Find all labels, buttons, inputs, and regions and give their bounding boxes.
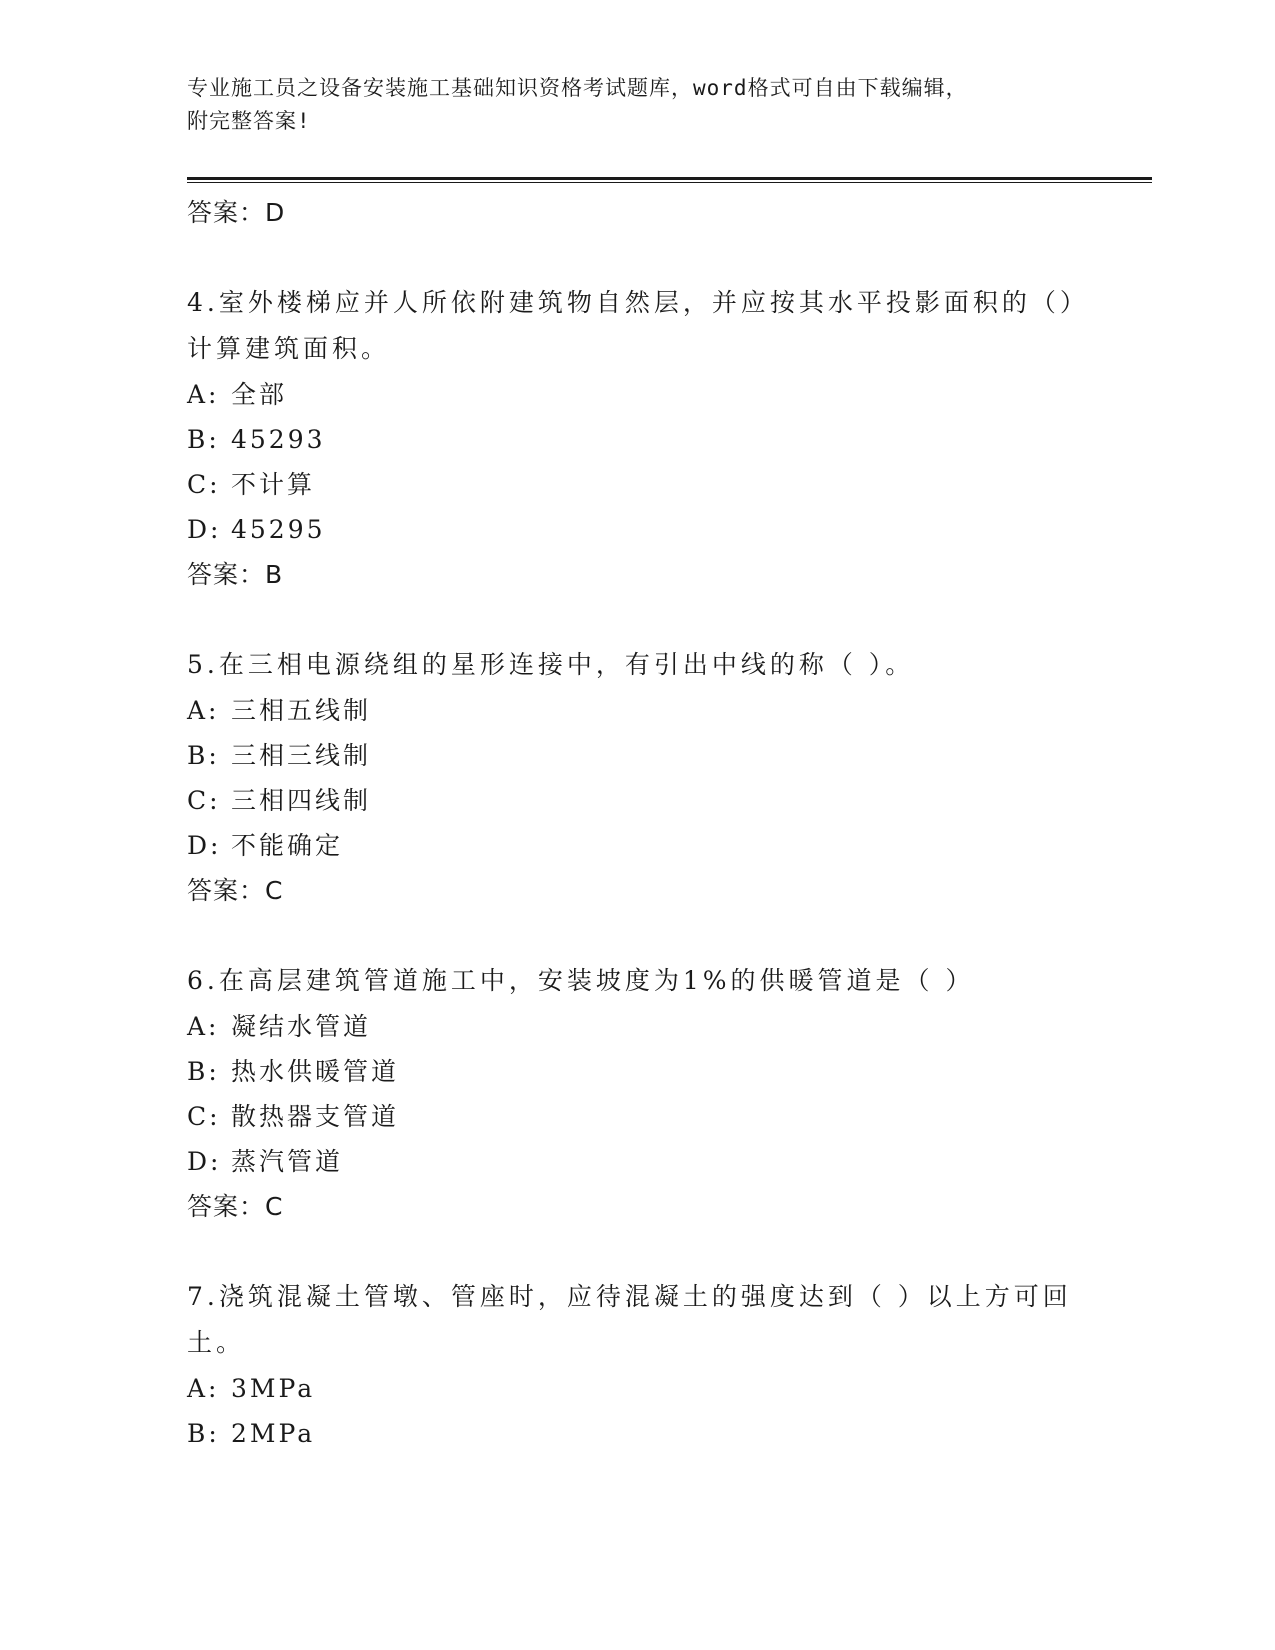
option-value: 凝结水管道 (231, 1012, 372, 1041)
option-key: A: (187, 696, 220, 725)
option-d (187, 1139, 1087, 1184)
question-6 (187, 958, 1087, 1229)
answer-line: 答案：C (187, 1192, 284, 1221)
question-text: 4.室外楼梯应并人所依附建筑物自然层，并应按其水平投影面积的（）计算建筑面积。 (187, 288, 1077, 363)
question-7 (187, 1274, 1087, 1456)
option-key: D: (187, 831, 222, 860)
option-b (187, 733, 1087, 778)
option-value: 蒸汽管道 (231, 1147, 344, 1176)
option-value: 不计算 (231, 470, 316, 499)
answer-line: 答案：D (187, 198, 286, 227)
option-key: A: (187, 1012, 220, 1041)
option-b (187, 1411, 1087, 1456)
option-a (187, 372, 1087, 417)
option-key: D: (187, 515, 222, 544)
option-value: 三相五线制 (231, 696, 372, 725)
option-key: B: (187, 425, 220, 454)
option-value: 散热器支管道 (231, 1102, 400, 1131)
option-key: D: (187, 1147, 222, 1176)
header-divider-thick (187, 177, 1152, 180)
answer-line: 答案：B (187, 560, 284, 589)
option-value: 3MPa (231, 1374, 316, 1403)
option-c (187, 462, 1087, 507)
option-key: A: (187, 1374, 220, 1403)
question-text: 7.浇筑混凝土管墩、管座时，应待混凝土的强度达到（ ）以上方可回土。 (187, 1282, 1072, 1357)
answer-line: 答案：C (187, 876, 284, 905)
option-c (187, 1094, 1087, 1139)
option-value: 三相四线制 (231, 786, 372, 815)
option-value: 45293 (231, 425, 326, 454)
option-c (187, 778, 1087, 823)
option-a (187, 688, 1087, 733)
option-a (187, 1004, 1087, 1049)
question-text: 5.在三相电源绕组的星形连接中，有引出中线的称（ ）。 (187, 650, 915, 679)
option-key: B: (187, 1057, 220, 1086)
option-key: B: (187, 741, 220, 770)
option-a (187, 1366, 1087, 1411)
option-value: 不能确定 (231, 831, 344, 860)
option-key: A: (187, 380, 220, 409)
question-text: 6.在高层建筑管道施工中，安装坡度为1%的供暖管道是（ ） (187, 966, 975, 995)
question-list (187, 190, 1087, 1456)
document-header (187, 72, 1067, 138)
header-line-1: 专业施工员之设备安装施工基础知识资格考试题库，word格式可自由下载编辑， (187, 76, 968, 100)
option-key: C: (187, 786, 221, 815)
question-5 (187, 642, 1087, 913)
option-key: B: (187, 1419, 220, 1448)
option-b (187, 1049, 1087, 1094)
header-line-2: 附完整答案! (187, 109, 311, 133)
option-value: 2MPa (231, 1419, 316, 1448)
option-key: C: (187, 470, 221, 499)
question-4 (187, 280, 1087, 597)
option-value: 全部 (231, 380, 288, 409)
option-d (187, 823, 1087, 868)
option-key: C: (187, 1102, 221, 1131)
option-b (187, 417, 1087, 462)
option-value: 三相三线制 (231, 741, 372, 770)
option-value: 热水供暖管道 (231, 1057, 400, 1086)
option-d (187, 507, 1087, 552)
header-divider-thin (187, 182, 1152, 183)
option-value: 45295 (231, 515, 326, 544)
